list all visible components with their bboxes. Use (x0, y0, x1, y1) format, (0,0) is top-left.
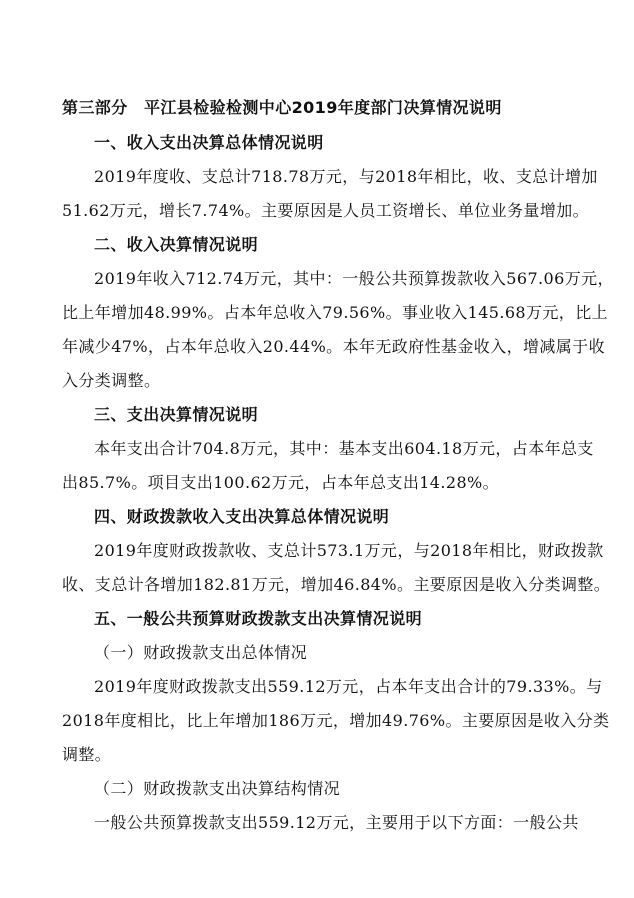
subsection-2-heading: （二）财政拨款支出决算结构情况 (94, 779, 341, 798)
subsection-1-line-1: 2019年度财政拨款支出559.12万元，占本年支出合计的79.33%。与 (94, 677, 603, 696)
section-2-line-1: 2019年收入712.74万元，其中：一般公共预算拨款收入567.06万元， (94, 269, 614, 288)
section-2-line-3: 年减少47%，占本年总收入20.44%。本年无政府性基金收入，增减属于收 (62, 337, 605, 356)
section-4-line-1: 2019年度财政拨款收、支总计573.1万元，与2018年相比，财政拨款 (94, 541, 604, 560)
section-2-line-4: 入分类调整。 (62, 371, 161, 390)
section-2-heading: 二、收入决算情况说明 (94, 235, 259, 254)
section-3-line-2: 出85.7%。项目支出100.62万元，占本年总支出14.28%。 (62, 473, 500, 492)
section-1-heading: 一、收入支出决算总体情况说明 (94, 133, 324, 152)
subsection-1-line-3: 调整。 (62, 745, 112, 764)
section-5-heading: 五、一般公共预算财政拨款支出决算情况说明 (94, 609, 423, 628)
subsection-1-heading: （一）财政拨款支出总体情况 (94, 643, 308, 662)
section-2-line-2: 比上年增加48.99%。占本年总收入79.56%。事业收入145.68万元，比上 (62, 303, 609, 322)
subsection-2-line-1: 一般公共预算拨款支出559.12万元，主要用于以下方面：一般公共 (94, 813, 579, 832)
document-title: 第三部分 平江县检验检测中心2019年度部门决算情况说明 (62, 98, 502, 117)
section-4-line-2: 收、支总计各增加182.81万元，增加46.84%。主要原因是收入分类调整。 (62, 575, 611, 594)
section-1-line-1: 2019年度收、支总计718.78万元，与2018年相比，收、支总计增加 (94, 167, 598, 186)
section-4-heading: 四、财政拨款收入支出决算总体情况说明 (94, 507, 390, 526)
subsection-1-line-2: 2018年度相比，比上年增加186万元，增加49.76%。主要原因是收入分类 (62, 711, 610, 730)
section-1-line-2: 51.62万元，增长7.74%。主要原因是人员工资增长、单位业务量增加。 (62, 201, 590, 220)
section-3-heading: 三、支出决算情况说明 (94, 405, 259, 424)
section-3-line-1: 本年支出合计704.8万元，其中：基本支出604.18万元，占本年总支 (94, 439, 594, 458)
